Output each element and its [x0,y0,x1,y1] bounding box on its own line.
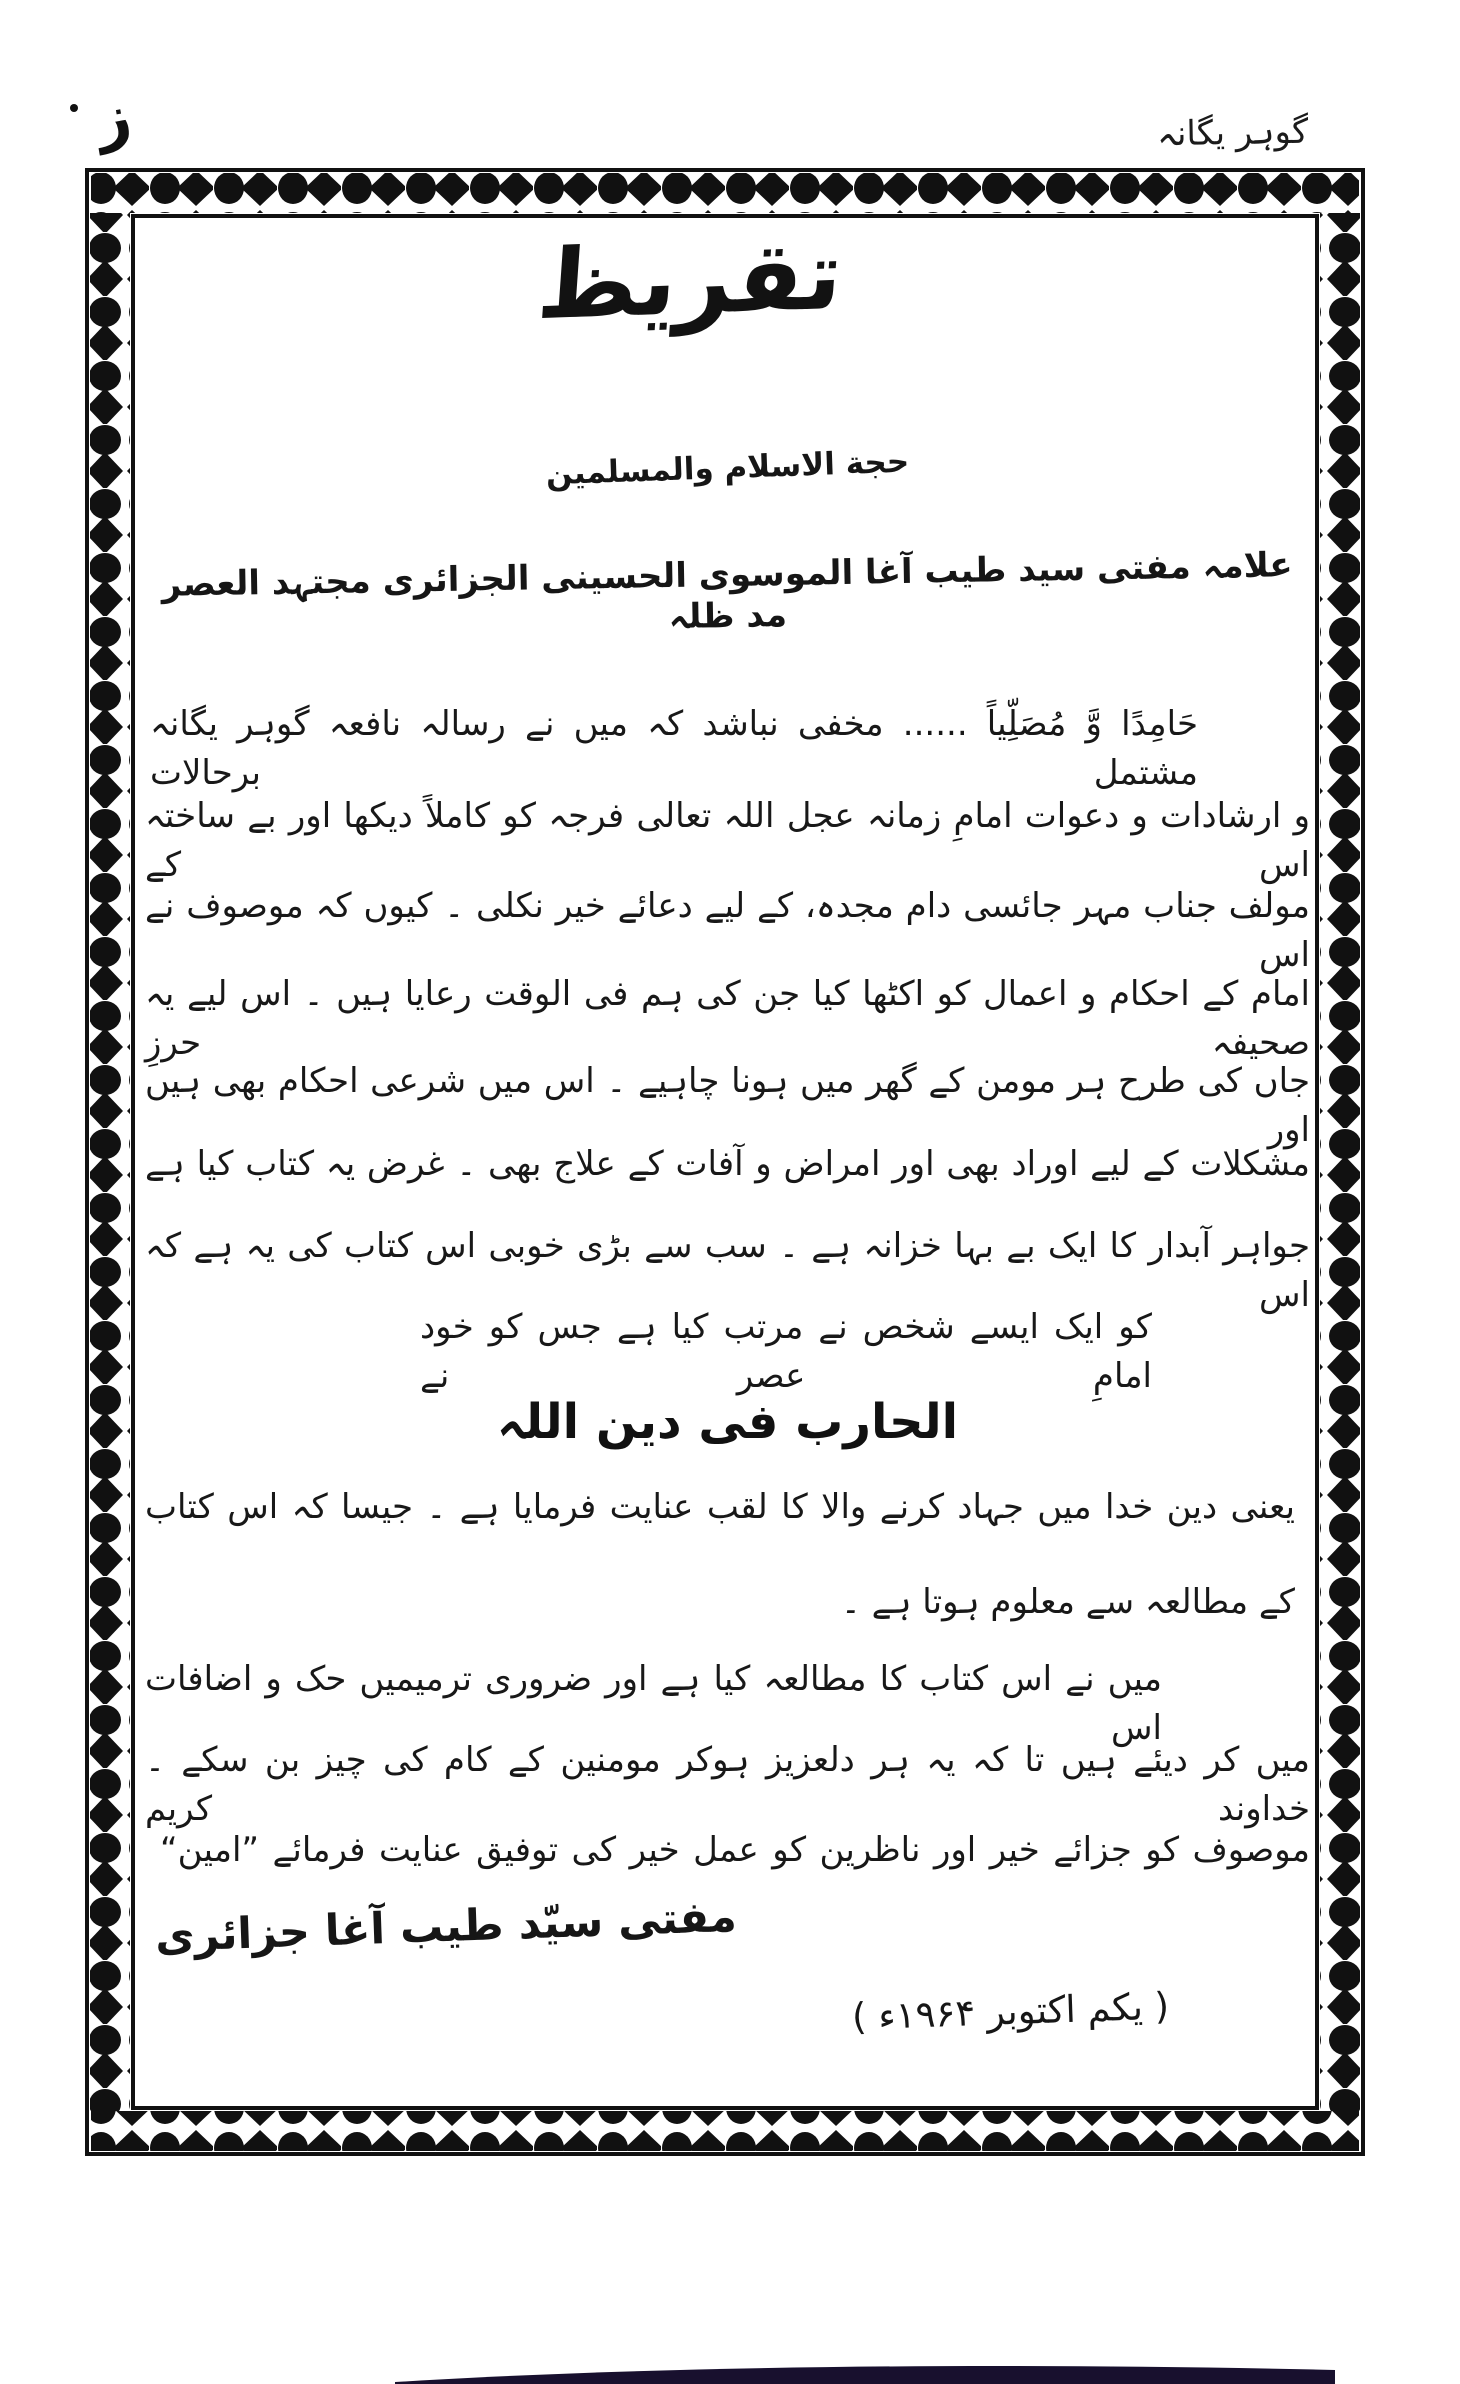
body-line-4: امام کے احکام و اعمال کو اکٹھا کیا جن کی ہم فی الوقت رعایا ہیں ۔ اس لیے یہ صحیفہ حرزِ [145,974,1310,1064]
body-line-13: موصوف کو جزائے خیر اور ناظرین کو عمل خیر کی توفیق عنایت فرمائے ”امین“ [160,1830,1310,1870]
body-line-1: حَامِدًا وَّ مُصَلِّیاً ...... مخفی نباشد کہ میں نے رسالہ نافعہ گوہر یگانہ مشتمل برحالات [150,704,1198,794]
running-head-book-title: گوہر یگانہ [1156,111,1309,155]
body-line-5: جاں کی طرح ہر مومن کے گھر میں ہونا چاہیے ۔ اس میں شرعی احکام بھی ہیں اور [145,1061,1310,1151]
body-line-9: یعنی دین خدا میں جہاد کرنے والا کا لقب عنایت فرمایا ہے ۔ جیسا کہ اس کتاب [145,1487,1295,1527]
corner-ink-mark: ز [90,80,137,156]
page-title: تقریظ [533,218,847,342]
scan-streak [395,2362,1335,2384]
attribution-honorific: حجة الاسلام والمسلمین [545,443,910,493]
ink-dot [70,104,78,112]
body-line-2: و ارشادات و دعوات امامِ زمانہ عجل اللہ تعالی فرجہ کو کاملاً دیکھا اور بے ساختہ اس کے [145,796,1310,886]
body-line-6: مشکلات کے لیے اوراد بھی اور امراض و آفات کے علاج بھی ۔ غرض یہ کتاب کیا ہے [145,1144,1310,1184]
arabic-epithet: الحارب فی دین اللہ [496,1394,959,1450]
body-line-11: میں نے اس کتاب کا مطالعہ کیا ہے اور ضروری ترمیمیں حک و اضافات اس [145,1659,1162,1749]
date-line: ( یکم اکتوبر ۱۹۶۴ء ) [851,1984,1170,2039]
body-line-10: کے مطالعہ سے معلوم ہوتا ہے ۔ [840,1582,1295,1622]
body-line-12: میں کر دیئے ہیں تا کہ یہ ہر دلعزیز ہوکر مومنین کے کام کی چیز بن سکے ۔ خداوند کریم [145,1740,1310,1830]
body-line-7: جواہر آبدار کا ایک بے بہا خزانہ ہے ۔ سب سے بڑی خوبی اس کتاب کی یہ ہے کہ اس [145,1226,1310,1316]
signature: مفتی سیّد طیب آغا جزائری [154,1891,738,1963]
attribution-author: علامہ مفتی سید طیب آغا الموسوی الحسینی الجزائری مجتہد العصر مد ظلہ [161,545,1293,638]
body-line-3: مولف جناب مہر جائسی دام مجدہ، کے لیے دعائے خیر نکلی ۔ کیوں کہ موصوف نے اس [145,886,1310,976]
body-line-8: کو ایک ایسے شخص نے مرتب کیا ہے جس کو خود امامِ عصر نے [420,1307,1152,1397]
